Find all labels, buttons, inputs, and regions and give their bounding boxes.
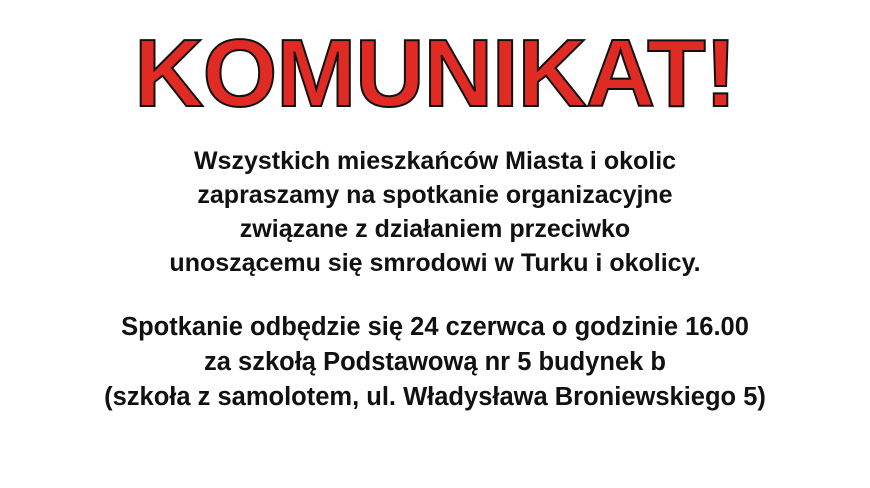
meeting-details-line-1: Spotkanie odbędzie się 24 czerwca o godzinie 16.00: [121, 313, 749, 341]
meeting-details-line-3: (szkoła z samolotem, ul. Władysława Broniewskiego 5): [104, 383, 766, 412]
invitation-paragraph: [104, 144, 766, 280]
meeting-details-paragraph: [104, 310, 766, 416]
invitation-line-1: Wszystkich mieszkańców Miasta i okolic: [193, 147, 677, 175]
invitation-line-2: zapraszamy na spotkanie organizacyjne: [197, 181, 673, 209]
invitation-line-3: związane z działaniem przeciwko: [239, 215, 631, 243]
page-title: KOMUNIKAT!: [134, 20, 736, 127]
announcement-body: [104, 144, 766, 416]
invitation-line-4: unoszącemu się smrodowi w Turku i okolicy.: [169, 249, 701, 277]
meeting-details-line-2: za szkołą Podstawową nr 5 budynek b: [204, 348, 666, 377]
